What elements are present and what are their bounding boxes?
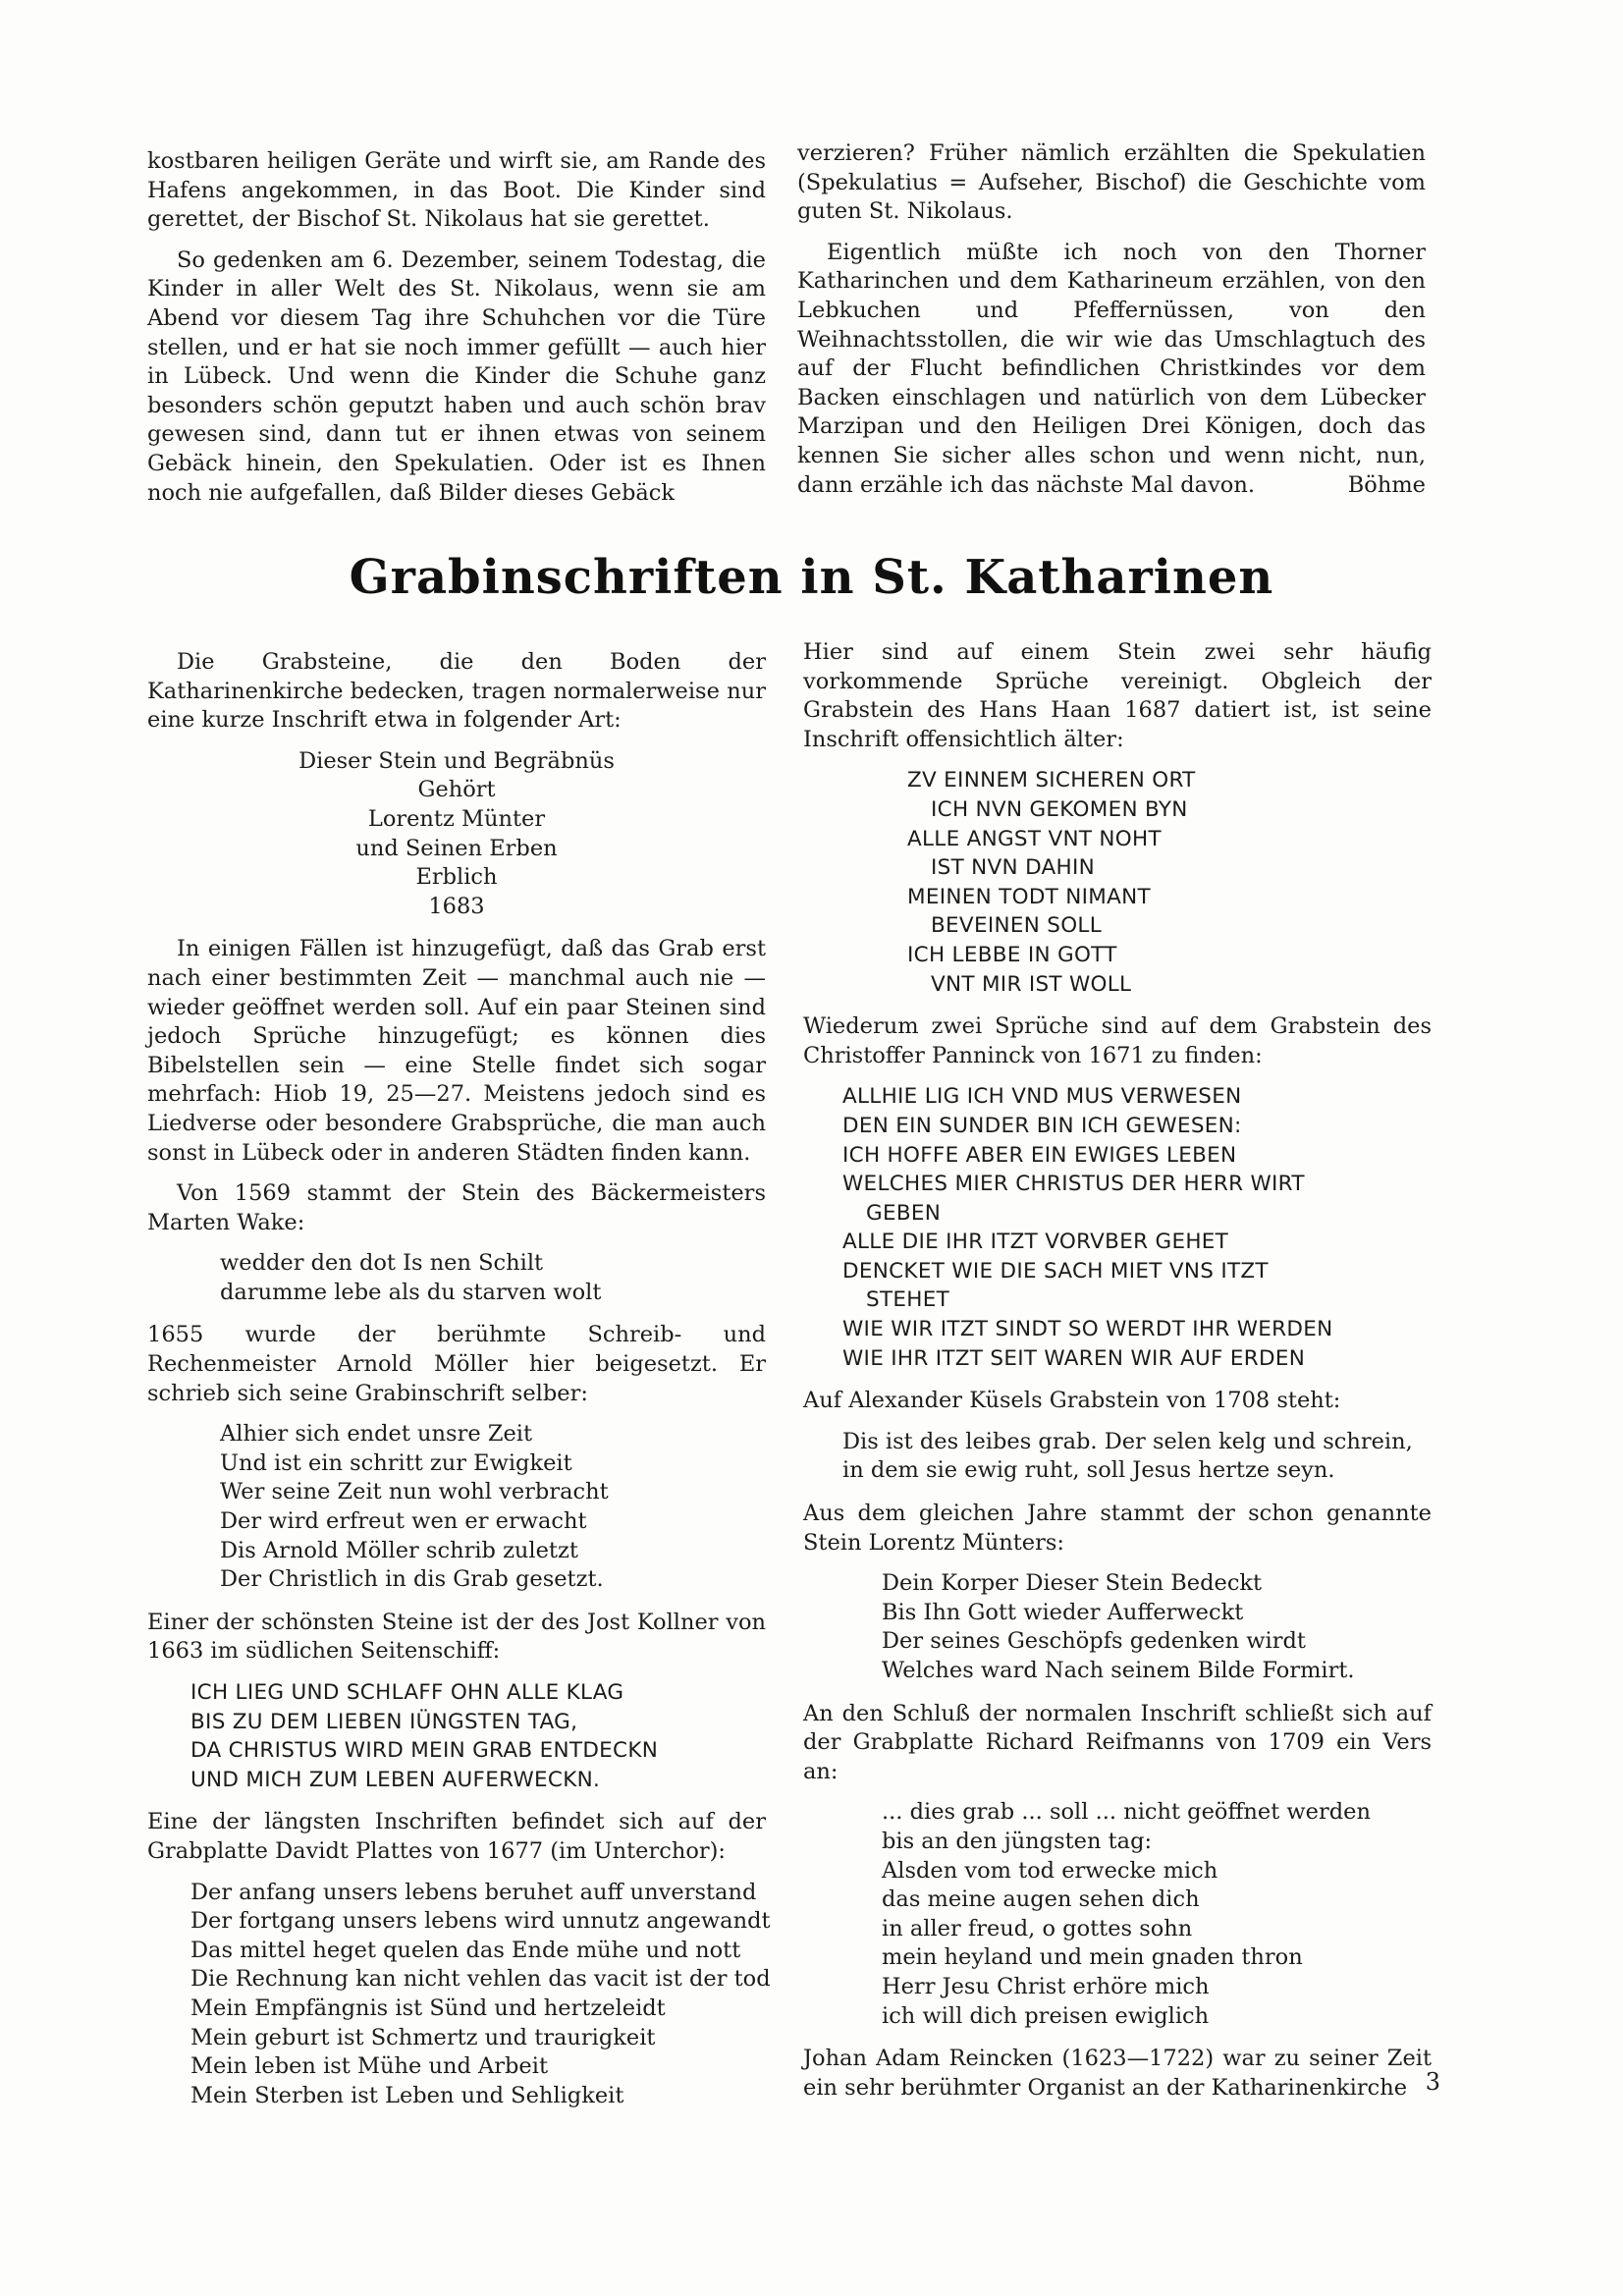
inscription-verse <box>147 1678 766 1794</box>
inscription-verse <box>147 747 766 922</box>
verse-line: IST NVN DAHIN <box>931 855 1096 881</box>
paragraph <box>797 239 1426 500</box>
verse-line: Und ist ein schritt zur Ewigkeit <box>220 1449 572 1476</box>
verse-line: ICH LEBBE IN GOTT <box>907 942 1117 967</box>
verse-line: Das mittel heget quelen das Ende mühe und nott <box>190 1937 741 1963</box>
paragraph: verzieren? Früher nämlich erzählten die Spekulatien (Spekulatius = Aufseher, Bischof) die Geschichte vom guten St. Nikolaus. <box>797 140 1426 225</box>
article-title: Grabinschriften in St. Katharinen <box>349 550 1274 605</box>
paragraph: Aus dem gleichen Jahre stammt der schon genannte Stein Lorentz Münters: <box>803 1501 1432 1556</box>
verse-line: ZV EINNEM SICHEREN ORT <box>907 768 1196 793</box>
verse-line: das meine augen sehen dich <box>882 1886 1200 1913</box>
verse-line: UND MICH ZUM LEBEN AUFERWECKN. <box>190 1767 601 1792</box>
verse-line: 1683 <box>428 893 485 919</box>
verse-line: Mein Sterben ist Leben und Sehligkeit <box>190 2082 624 2108</box>
verse-line: Der fortgang unsers lebens wird unnutz angewandt <box>190 1908 771 1935</box>
verse-line: BEVEINEN SOLL <box>931 913 1102 939</box>
verse-line: WELCHES MIER CHRISTUS DER HERR WIRT <box>842 1172 1305 1197</box>
paragraph: Johan Adam Reincken (1623—1722) war zu seiner Zeit ein sehr berühmter Organist an der Katharinenkirche <box>803 2046 1432 2101</box>
verse-line: GEBEN <box>866 1200 942 1226</box>
verse-line: MEINEN TODT NIMANT <box>907 884 1151 909</box>
paragraph: Eine der längsten Inschriften befindet sich auf der Grabplatte Davidt Plattes von 1677 (im Unterchor): <box>147 1809 766 1864</box>
verse-line: DEN EIN SUNDER BIN ICH GEWESEN: <box>842 1113 1242 1138</box>
verse-line: Mein leben ist Mühe und Arbeit <box>190 2053 548 2080</box>
inscription-verse <box>803 1569 1432 1685</box>
verse-line: Welches ward Nach seinem Bilde Formirt. <box>882 1658 1355 1683</box>
article-left-column <box>147 648 771 2124</box>
verse-line: Alsden vom tod erwecke mich <box>882 1857 1218 1884</box>
paragraph: 1655 wurde der berühmte Schreib- und Rechenmeister Arnold Möller hier beigesetzt. Er schrieb sich seine Grabinschrift selber: <box>147 1322 766 1406</box>
verse-line: Herr Jesu Christ erhöre mich <box>882 1973 1210 1999</box>
verse-line: wedder den dot Is nen Schilt <box>220 1250 544 1277</box>
inscription-verse <box>803 1082 1432 1373</box>
verse-line: STEHET <box>866 1287 950 1313</box>
verse-line: Lorentz Münter <box>367 805 546 832</box>
paragraph: Von 1569 stammt der Stein des Bäckermeisters Marten Wake: <box>147 1180 766 1235</box>
verse-line: WIE IHR ITZT SEIT WAREN WIR AUF ERDEN <box>842 1345 1306 1371</box>
verse-line: ICH LIEG UND SCHLAFF OHN ALLE KLAG <box>190 1680 624 1705</box>
inscription-verse <box>147 1879 771 2111</box>
verse-line: VNT MIR IST WOLL <box>931 971 1132 997</box>
verse-line: ALLHIE LIG ICH VND MUS VERWESEN <box>842 1084 1242 1110</box>
paragraph: So gedenken am 6. Dezember, seinem Todestag, die Kinder in aller Welt des St. Nikolaus, wenn sie am Abend vor diesem Tag ihre Schuhchen vor die Türe stellen, und er hat sie noch immer gefüllt — auch hier in Lübeck. Und wenn die Kinder die Schuhe ganz besonders schön geputzt haben und auch schön brav gewesen sind, dann tut er ihnen etwas von seinem Gebäck hinein, den Spekulatien. Oder ist es Ihnen noch nie aufgefallen, daß Bilder dieses Gebäck <box>147 246 766 506</box>
verse-line: Alhier sich endet unsre Zeit <box>220 1421 532 1448</box>
verse-line: Dieser Stein und Begräbnüs <box>298 747 615 774</box>
inscription-verse <box>803 1798 1432 2031</box>
verse-line: DENCKET WIE DIE SACH MIET VNS ITZT <box>842 1258 1269 1284</box>
author-signature: Böhme <box>1347 471 1426 498</box>
verse-line: Mein Empfängnis ist Sünd und hertzeleidt <box>190 1995 666 2021</box>
paragraph: Hier sind auf einem Stein zwei sehr häufig vorkommende Sprüche vereinigt. Obgleich der Grabstein des Hans Haan 1687 datiert ist, ist seine Inschrift offensichtlich älter: <box>803 639 1432 752</box>
verse-line: Gehört <box>417 777 496 803</box>
top-right-column <box>797 139 1426 512</box>
verse-line: Der seines Geschöpfs gedenken wirdt <box>882 1628 1306 1655</box>
verse-line: WIE WIR ITZT SINDT SO WERDT IHR WERDEN <box>842 1317 1333 1342</box>
verse-line: Die Rechnung kan nicht vehlen das vacit ist der tod <box>190 1966 771 1993</box>
verse-line: in aller freud, o gottes sohn <box>882 1915 1193 1941</box>
verse-line: Dein Korper Dieser Stein Bedeckt <box>882 1570 1263 1597</box>
paragraph: Die Grabsteine, die den Boden der Katharinenkirche bedecken, tragen normalerweise nur eine kurze Inschrift etwa in folgender Art: <box>147 649 766 734</box>
verse-line: DA CHRISTUS WIRD MEIN GRAB ENTDECKN <box>190 1738 659 1764</box>
verse-line: Dis ist des leibes grab. Der selen kelg und schrein, <box>842 1428 1413 1454</box>
top-left-column <box>147 147 766 519</box>
page-number: 3 <box>1425 2068 1440 2096</box>
verse-line: Wer seine Zeit nun wohl verbracht <box>220 1479 609 1505</box>
verse-line: Dis Arnold Möller schrib zuletzt <box>220 1537 578 1563</box>
verse-line: Der anfang unsers lebens beruhet auff unverstand <box>190 1879 757 1905</box>
inscription-verse <box>803 766 1432 999</box>
paragraph: An den Schluß der normalen Inschrift schließt sich auf der Grabplatte Richard Reifmanns von 1709 ein Vers an: <box>803 1700 1432 1784</box>
verse-line: ICH NVN GEKOMEN BYN <box>931 796 1188 822</box>
verse-line: ICH HOFFE ABER EIN EWIGES LEBEN <box>842 1142 1237 1168</box>
verse-line: Mein geburt ist Schmertz und traurigkeit <box>190 2024 656 2050</box>
inscription-verse <box>147 1420 766 1595</box>
verse-line: mein heyland und mein gnaden thron <box>882 1944 1303 1971</box>
verse-line: Erblich <box>415 864 498 891</box>
paragraph: Wiederum zwei Sprüche sind auf dem Grabstein des Christoffer Panninck von 1671 zu finden: <box>803 1013 1432 1068</box>
verse-line: Der wird erfreut wen er erwacht <box>220 1508 587 1535</box>
verse-line: BIS ZU DEM LIEBEN IÜNGSTEN TAG, <box>190 1709 578 1734</box>
article-right-column <box>803 638 1432 2114</box>
paragraph: Auf Alexander Küsels Grabstein von 1708 steht: <box>803 1388 1341 1414</box>
paragraph: Einer der schönsten Steine ist der des Jost Kollner von 1663 im südlichen Seitenschiff: <box>147 1609 766 1665</box>
verse-line: Bis Ihn Gott wieder Aufferweckt <box>882 1599 1244 1625</box>
verse-line: in dem sie ewig ruht, soll Jesus hertze seyn. <box>842 1457 1335 1484</box>
inscription-verse <box>147 1249 766 1307</box>
verse-line: ALLE ANGST VNT NOHT <box>907 826 1162 851</box>
paragraph-text: Eigentlich müßte ich noch von den Thorner Katharinchen und dem Katharineum erzählen, von den Lebkuchen und Pfeffernüssen, von den Weihnachtsstollen, die wir wie das Umschlagtuch des auf der Flucht befindlichen Christkindes vor dem Backen einschlagen und natürlich von dem Lübecker Marzipan und den Heiligen Drei Königen, doch das kennen Sie sicher alles schon und wenn nicht, nun, dann erzähle ich das nächste Mal davon. <box>797 239 1426 498</box>
verse-line: bis an den jüngsten tag: <box>882 1828 1153 1854</box>
verse-line: ... dies grab ... soll ... nicht geöffnet werden <box>882 1799 1371 1826</box>
verse-line: ich will dich preisen ewiglich <box>882 2002 1210 2029</box>
paragraph: In einigen Fällen ist hinzugefügt, daß das Grab erst nach einer bestimmten Zeit — manchmal auch nie — wieder geöffnet werden soll. Auf ein paar Steinen sind jedoch Sprüche hinzugefügt; es können dies Bibelstellen sein — eine Stelle findet sich sogar mehrfach: Hiob 19, 25—27. Meistens jedoch sind es Liedverse oder besondere Grabsprüche, die man auch sonst in Lübeck oder in anderen Städten finden kann. <box>147 936 766 1166</box>
paragraph: kostbaren heiligen Geräte und wirft sie, am Rande des Hafens angekommen, in das Boot. Die Kinder sind gerettet, der Bischof St. Nikolaus hat sie gerettet. <box>147 148 766 233</box>
verse-line: Der Christlich in dis Grab gesetzt. <box>220 1566 604 1593</box>
verse-line: ALLE DIE IHR ITZT VORVBER GEHET <box>842 1230 1229 1255</box>
verse-line: darumme lebe als du starven wolt <box>220 1279 602 1305</box>
verse-line: und Seinen Erben <box>355 835 558 861</box>
inscription-verse <box>803 1428 1432 1486</box>
